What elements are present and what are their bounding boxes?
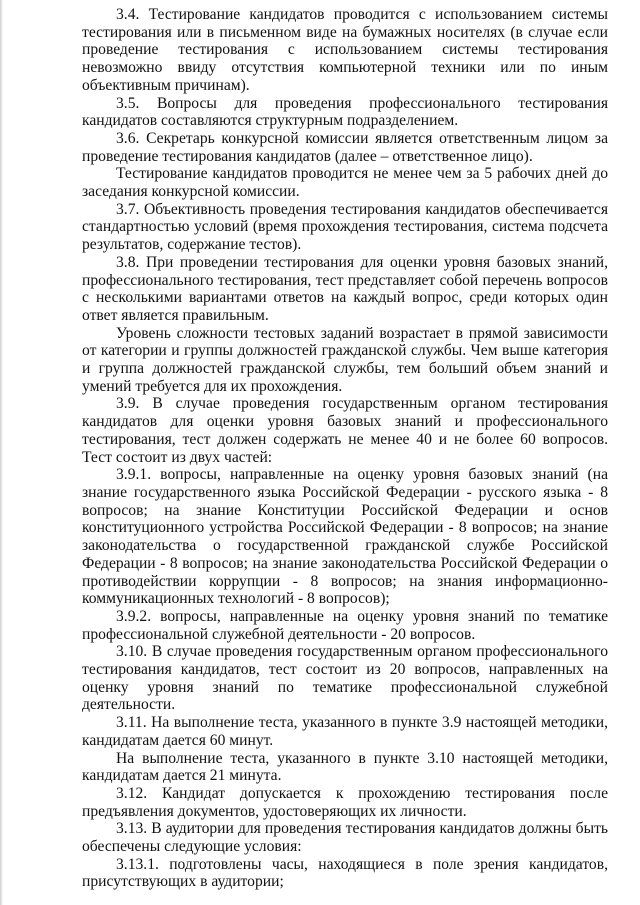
paragraph-3-9-1: 3.9.1. вопросы, направленные на оценку уровня базовых знаний (на знание государственного языка Российской Федерации - русского языка - 8 вопросов; на знание Конституции Российской Федерации и основ конституционного устройства Российской Федерации - 8 вопросов; на знание законодательства о государственной гражданской службе Российской Федерации - 8 вопросов; на знание законодательства Российской Федерации о противодействии коррупции - 8 вопросов; на знания информационно-коммуникационных технологий - 8 вопросов); — [82, 466, 608, 608]
paragraph-3-6: 3.6. Секретарь конкурсной комиссии является ответственным лицом за проведение тестирования кандидатов (далее – ответственное лицо). — [82, 129, 608, 165]
paragraph-3-7: 3.7. Объективность проведения тестирования кандидатов обеспечивается стандартностью условий (время прохождения тестирования, система подсчета результатов, содержание тестов). — [82, 200, 608, 254]
page-edge-shadow — [0, 0, 3, 905]
paragraph-3-11-continued: На выполнение теста, указанного в пункте 3.10 настоящей методики, кандидатам дается 21 минута. — [82, 749, 608, 785]
paragraph-3-8-continued: Уровень сложности тестовых заданий возрастает в прямой зависимости от категории и группы должностей гражданской службы. Чем выше категория и группа должностей гражданской службы, тем больший объем знаний и умений требуется для их прохождения. — [82, 324, 608, 395]
paragraph-3-6-continued: Тестирование кандидатов проводится не менее чем за 5 рабочих дней до заседания конкурсной комиссии. — [82, 165, 608, 201]
paragraph-3-5: 3.5. Вопросы для проведения профессионального тестирования кандидатов составляются структурным подразделением. — [82, 94, 608, 130]
document-page — [82, 6, 608, 891]
paragraph-3-13-1: 3.13.1. подготовлены часы, находящиеся в поле зрения кандидатов, присутствующих в аудитории; — [82, 855, 608, 891]
paragraph-3-4: 3.4. Тестирование кандидатов проводится с использованием системы тестирования или в письменном виде на бумажных носителях (в случае если проведение тестирования с использованием системы тестирования невозможно ввиду отсутствия компьютерной техники или по иным объективным причинам). — [82, 6, 608, 94]
paragraph-3-12: 3.12. Кандидат допускается к прохождению тестирования после предъявления документов, удостоверяющих их личности. — [82, 784, 608, 820]
paragraph-3-11: 3.11. На выполнение теста, указанного в пункте 3.9 настоящей методики, кандидатам дается 60 минут. — [82, 714, 608, 749]
paragraph-3-13: 3.13. В аудитории для проведения тестирования кандидатов должны быть обеспечены следующие условия: — [82, 820, 608, 856]
paragraph-3-9: 3.9. В случае проведения государственным органом тестирования кандидатов для оценки уровня базовых знаний и профессионального тестирования, тест должен содержать не менее 40 и не более 60 вопросов. Тест состоит из двух частей: — [82, 395, 608, 466]
paragraph-3-8: 3.8. При проведении тестирования для оценки уровня базовых знаний, профессионального тестирования, тест представляет собой перечень вопросов с несколькими вариантами ответов на каждый вопрос, среди которых один ответ является правильным. — [82, 253, 608, 324]
paragraph-3-9-2: 3.9.2. вопросы, направленные на оценку уровня знаний по тематике профессиональной служебной деятельности - 20 вопросов. — [82, 607, 608, 643]
paragraph-3-10: 3.10. В случае проведения государственным органом профессионального тестирования кандидатов, тест состоит из 20 вопросов, направленных на оценку уровня знаний по тематике профессиональной служебной деятельности. — [82, 643, 608, 714]
